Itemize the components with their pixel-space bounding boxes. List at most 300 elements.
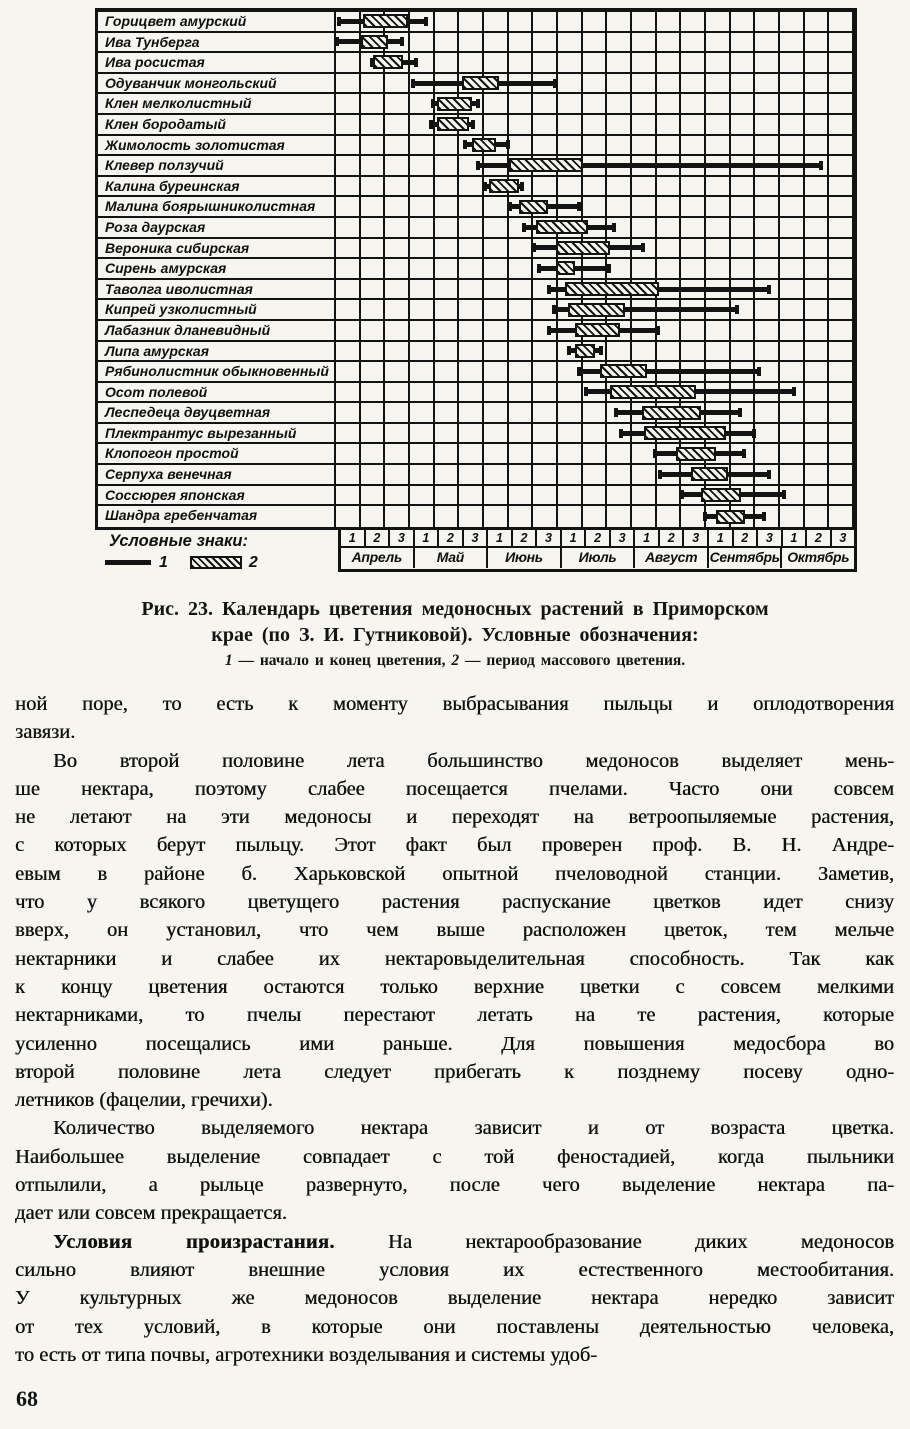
grid-cell — [755, 197, 780, 216]
grid-cell — [361, 156, 386, 175]
month-cell: Апрель — [341, 548, 415, 568]
grid-cell — [706, 259, 731, 278]
mass-flowering-bar — [676, 447, 715, 461]
chart-row — [98, 177, 854, 198]
grid-cell — [385, 280, 410, 299]
grid-cell — [558, 444, 583, 463]
grid-cell — [755, 424, 780, 443]
grid-cell — [336, 321, 361, 340]
grid-cell — [755, 300, 780, 319]
paragraph — [15, 1228, 894, 1369]
row-plot — [336, 465, 854, 484]
grid-cell — [805, 12, 830, 31]
row-plot — [336, 321, 854, 340]
decade-cell: 3 — [537, 530, 562, 546]
grid-cell — [533, 53, 558, 72]
grid-cell — [459, 177, 484, 196]
grid-cell — [361, 383, 386, 402]
grid-cell — [435, 342, 460, 361]
grid-cell — [780, 33, 805, 52]
grid-cell — [780, 74, 805, 93]
grid-cell — [780, 136, 805, 155]
grid-cell — [681, 94, 706, 113]
grid-cell — [583, 74, 608, 93]
grid-cell — [484, 424, 509, 443]
grid-cell — [632, 115, 657, 134]
grid-cell — [361, 403, 386, 422]
grid-cell — [509, 239, 534, 258]
grid-cell — [657, 12, 682, 31]
grid-cell — [459, 33, 484, 52]
grid-cell — [435, 403, 460, 422]
plant-name: Калина буреинская — [98, 177, 336, 196]
row-plot — [336, 486, 854, 505]
decade-cell: 1 — [783, 530, 808, 546]
body-text — [15, 690, 894, 1369]
grid-cell — [509, 115, 534, 134]
grid-cell — [780, 218, 805, 237]
grid-cell — [533, 383, 558, 402]
chart-row — [98, 506, 854, 527]
grid-cell — [805, 383, 830, 402]
grid-cell — [558, 74, 583, 93]
grid-cell — [385, 74, 410, 93]
grid-cell — [361, 136, 386, 155]
mass-flowering-bar — [610, 385, 696, 399]
grid-cell — [484, 321, 509, 340]
grid-cell — [385, 362, 410, 381]
grid-cell — [435, 177, 460, 196]
decade-cell: 2 — [439, 530, 464, 546]
grid-cell — [558, 506, 583, 527]
grid-cell — [829, 403, 854, 422]
grid-cell — [336, 280, 361, 299]
grid-cell — [385, 403, 410, 422]
grid-cell — [829, 239, 854, 258]
text-line: нектарники и слабее их нектаровыделительная способность. Так как — [15, 947, 894, 970]
paragraph — [15, 1114, 894, 1227]
caption-legend-text-2: — период массового цветения. — [459, 652, 686, 669]
grid-cell — [533, 33, 558, 52]
plant-name: Сирень амурская — [98, 259, 336, 278]
grid-cell — [829, 94, 854, 113]
grid-cell — [731, 342, 756, 361]
grid-cell — [484, 53, 509, 72]
grid-cell — [632, 53, 657, 72]
decade-cell: 2 — [807, 530, 832, 546]
grid-cell — [336, 156, 361, 175]
grid-cell — [657, 197, 682, 216]
grid-cell — [731, 94, 756, 113]
grid-cell — [435, 321, 460, 340]
bold-lead: Условия произрастания. — [53, 1230, 335, 1253]
mass-flowering-bar — [642, 406, 701, 420]
grid-cell — [385, 115, 410, 134]
grid-cell — [681, 136, 706, 155]
row-plot — [336, 197, 854, 216]
grid-cell — [755, 218, 780, 237]
chart-row — [98, 300, 854, 321]
grid-cell — [435, 197, 460, 216]
grid-cell — [583, 53, 608, 72]
grid-cell — [410, 362, 435, 381]
mass-flowering-bar — [575, 323, 619, 337]
grid-cell — [805, 218, 830, 237]
grid-cell — [583, 486, 608, 505]
flowering-line-symbol — [105, 560, 151, 565]
grid-cell — [385, 465, 410, 484]
grid-cell — [533, 486, 558, 505]
grid-cell — [361, 486, 386, 505]
grid-cell — [361, 424, 386, 443]
grid-cell — [632, 177, 657, 196]
grid-cell — [755, 259, 780, 278]
grid-cell — [459, 197, 484, 216]
grid-cell — [459, 321, 484, 340]
grid-cell — [780, 259, 805, 278]
grid-cell — [805, 33, 830, 52]
month-cell: Июль — [562, 548, 636, 568]
grid-cell — [829, 300, 854, 319]
grid-cell — [410, 177, 435, 196]
grid-cell — [706, 136, 731, 155]
grid-cell — [731, 218, 756, 237]
grid-cell — [385, 218, 410, 237]
decade-cell: 3 — [684, 530, 709, 546]
chart-row — [98, 115, 854, 136]
grid-cell — [435, 53, 460, 72]
grid-cell — [336, 94, 361, 113]
grid-cell — [385, 444, 410, 463]
grid-cell — [435, 12, 460, 31]
chart-row — [98, 342, 854, 363]
grid-cell — [509, 280, 534, 299]
grid-cell — [657, 53, 682, 72]
text-line: Во второй половине лета большинство медоносов выделяет мень- — [53, 749, 894, 772]
grid-cell — [607, 53, 632, 72]
grid-cell — [681, 197, 706, 216]
grid-cell — [361, 300, 386, 319]
grid-cell — [805, 239, 830, 258]
mass-flowering-bar — [691, 467, 728, 481]
decade-cell: 2 — [366, 530, 391, 546]
chart-row — [98, 465, 854, 486]
grid-cell — [805, 362, 830, 381]
grid-cell — [657, 177, 682, 196]
grid-cell — [632, 486, 657, 505]
decade-cell: 1 — [562, 530, 587, 546]
grid-cell — [558, 465, 583, 484]
chart-legend — [95, 530, 338, 572]
grid-cell — [607, 115, 632, 134]
grid-cell — [829, 12, 854, 31]
row-plot — [336, 136, 854, 155]
grid-cell — [731, 33, 756, 52]
grid-cell — [336, 300, 361, 319]
grid-cell — [558, 486, 583, 505]
decade-cell: 1 — [635, 530, 660, 546]
grid-cell — [780, 115, 805, 134]
grid-cell — [805, 136, 830, 155]
grid-cell — [484, 383, 509, 402]
grid-cell — [755, 444, 780, 463]
caption-line-2: крае (по З. И. Гутниковой). Условные обозначения: — [211, 624, 699, 646]
grid-cell — [435, 280, 460, 299]
grid-cell — [509, 12, 534, 31]
grid-cell — [657, 74, 682, 93]
mass-flowering-bar — [568, 303, 625, 317]
grid-cell — [336, 74, 361, 93]
month-cell: Август — [635, 548, 709, 568]
grid-cell — [435, 465, 460, 484]
row-plot — [336, 403, 854, 422]
grid-cell — [731, 136, 756, 155]
decade-cell: 2 — [586, 530, 611, 546]
plant-name: Одуванчик монгольский — [98, 74, 336, 93]
grid-cell — [336, 383, 361, 402]
grid-cell — [632, 506, 657, 527]
grid-cell — [509, 259, 534, 278]
grid-cell — [533, 424, 558, 443]
text-line: Количество выделяемого нектара зависит и от возраста цветка. — [53, 1117, 894, 1140]
grid-cell — [410, 424, 435, 443]
grid-cell — [805, 342, 830, 361]
grid-cell — [410, 280, 435, 299]
grid-cell — [780, 300, 805, 319]
plant-name: Леспедеца двуцветная — [98, 403, 336, 422]
mass-flowering-bar — [644, 426, 725, 440]
plant-name: Липа амурская — [98, 342, 336, 361]
chart-row — [98, 12, 854, 33]
mass-flowering-bar-symbol — [190, 556, 242, 569]
grid-cell — [755, 177, 780, 196]
grid-cell — [459, 280, 484, 299]
decade-cell: 2 — [660, 530, 685, 546]
grid-cell — [607, 33, 632, 52]
grid-cell — [755, 403, 780, 422]
grid-cell — [533, 362, 558, 381]
grid-cell — [336, 506, 361, 527]
grid-cell — [435, 424, 460, 443]
row-plot — [336, 506, 854, 527]
grid-cell — [583, 94, 608, 113]
grid-cell — [731, 177, 756, 196]
grid-cell — [509, 300, 534, 319]
mass-flowering-bar — [716, 510, 746, 524]
grid-cell — [484, 300, 509, 319]
grid-cell — [558, 383, 583, 402]
grid-cell — [706, 12, 731, 31]
row-plot — [336, 33, 854, 52]
grid-cell — [780, 465, 805, 484]
plant-name: Клен мелколистный — [98, 94, 336, 113]
grid-cell — [410, 300, 435, 319]
paragraph — [15, 747, 894, 1115]
grid-cell — [410, 506, 435, 527]
grid-cell — [657, 259, 682, 278]
text-line: то есть от типа почвы, агротехники возделывания и системы удоб- — [15, 1343, 598, 1366]
grid-cell — [361, 259, 386, 278]
grid-cell — [755, 239, 780, 258]
grid-cell — [805, 506, 830, 527]
text-line: Наибольшее выделение совпадает с той феностадией, когда пыльники — [15, 1145, 894, 1168]
grid-cell — [805, 465, 830, 484]
grid-cell — [385, 177, 410, 196]
grid-cell — [706, 115, 731, 134]
grid-cell — [706, 53, 731, 72]
grid-cell — [706, 321, 731, 340]
chart-row — [98, 94, 854, 115]
plant-name: Осот полевой — [98, 383, 336, 402]
grid-cell — [410, 383, 435, 402]
grid-cell — [780, 342, 805, 361]
grid-cell — [755, 12, 780, 31]
grid-cell — [509, 465, 534, 484]
row-plot — [336, 156, 854, 175]
grid-cell — [336, 53, 361, 72]
caption-line-1: Рис. 23. Календарь цветения медоносных растений в Приморском — [141, 598, 769, 620]
grid-cell — [410, 403, 435, 422]
row-plot — [336, 94, 854, 113]
grid-cell — [484, 465, 509, 484]
chart-row — [98, 424, 854, 445]
plant-name: Роза даурская — [98, 218, 336, 237]
plant-name: Кипрей узколистный — [98, 300, 336, 319]
grid-cell — [607, 465, 632, 484]
row-plot — [336, 383, 854, 402]
grid-cell — [336, 115, 361, 134]
grid-cell — [459, 53, 484, 72]
grid-cell — [459, 259, 484, 278]
grid-cell — [607, 94, 632, 113]
grid-cell — [829, 53, 854, 72]
chart-row — [98, 383, 854, 404]
grid-cell — [829, 506, 854, 527]
grid-cell — [336, 403, 361, 422]
chart-row — [98, 259, 854, 280]
grid-cell — [361, 280, 386, 299]
grid-cell — [583, 465, 608, 484]
grid-cell — [583, 424, 608, 443]
plant-name: Клен бородатый — [98, 115, 336, 134]
grid-cell — [731, 259, 756, 278]
text-line: с которых берут пыльцу. Этот факт был проверен проф. В. Н. Андре- — [15, 834, 894, 857]
grid-cell — [435, 33, 460, 52]
mass-flowering-bar — [600, 364, 647, 378]
grid-cell — [731, 53, 756, 72]
text-line: от тех условий, в которые они поставлены деятельностью человека, — [15, 1315, 894, 1338]
grid-cell — [558, 12, 583, 31]
grid-cell — [533, 506, 558, 527]
grid-cell — [632, 197, 657, 216]
plant-name: Малина боярышниколистная — [98, 197, 336, 216]
grid-cell — [435, 259, 460, 278]
grid-cell — [805, 94, 830, 113]
grid-cell — [632, 218, 657, 237]
row-plot — [336, 342, 854, 361]
decade-cell: 1 — [488, 530, 513, 546]
mass-flowering-bar — [437, 117, 469, 131]
mass-flowering-bar — [556, 241, 610, 255]
chart-axis — [95, 530, 857, 572]
grid-cell — [410, 197, 435, 216]
grid-cell — [607, 506, 632, 527]
grid-cell — [484, 259, 509, 278]
grid-cell — [361, 74, 386, 93]
grid-cell — [484, 239, 509, 258]
grid-cell — [607, 197, 632, 216]
grid-cell — [829, 465, 854, 484]
grid-cell — [829, 383, 854, 402]
row-plot — [336, 424, 854, 443]
grid-cell — [681, 115, 706, 134]
grid-cell — [780, 506, 805, 527]
grid-cell — [583, 197, 608, 216]
legend-item-1-label: 1 — [159, 553, 168, 571]
month-cell: Сентябрь — [709, 548, 783, 568]
grid-cell — [435, 362, 460, 381]
grid-cell — [829, 74, 854, 93]
caption-legend-text-1: — начало и конец цветения, — [232, 652, 452, 669]
grid-cell — [607, 486, 632, 505]
grid-cell — [484, 12, 509, 31]
row-plot — [336, 177, 854, 196]
grid-cell — [558, 115, 583, 134]
time-axis — [338, 530, 857, 572]
row-plot — [336, 12, 854, 31]
grid-cell — [385, 342, 410, 361]
grid-cell — [459, 239, 484, 258]
grid-cell — [632, 342, 657, 361]
grid-cell — [829, 486, 854, 505]
month-cell: Октябрь — [787, 548, 850, 565]
grid-cell — [583, 444, 608, 463]
grid-cell — [829, 342, 854, 361]
chart-row — [98, 239, 854, 260]
plant-name: Рябинолистник обыкновенный — [98, 362, 336, 381]
grid-cell — [459, 444, 484, 463]
grid-cell — [533, 444, 558, 463]
text-line: дает или совсем прекращается. — [15, 1202, 287, 1225]
grid-cell — [780, 444, 805, 463]
grid-cell — [435, 506, 460, 527]
grid-cell — [509, 33, 534, 52]
grid-cell — [484, 115, 509, 134]
grid-cell — [805, 115, 830, 134]
grid-cell — [410, 259, 435, 278]
grid-cell — [484, 403, 509, 422]
row-plot — [336, 259, 854, 278]
mass-flowering-bar — [509, 158, 583, 172]
text-line: второй половине лета следует прибегать к позднему посеву одно- — [15, 1060, 894, 1083]
chart-row — [98, 218, 854, 239]
grid-cell — [361, 342, 386, 361]
grid-cell — [385, 136, 410, 155]
grid-cell — [533, 115, 558, 134]
grid-cell — [509, 136, 534, 155]
grid-cell — [780, 321, 805, 340]
decade-cell: 1 — [341, 530, 366, 546]
grid-cell — [410, 33, 435, 52]
grid-cell — [583, 12, 608, 31]
text-line: отпылили, а рыльце развернуто, после чего выделение нектара па- — [15, 1174, 894, 1197]
grid-cell — [410, 486, 435, 505]
plant-name: Таволга иволистная — [98, 280, 336, 299]
grid-cell — [509, 383, 534, 402]
grid-cell — [632, 74, 657, 93]
grid-cell — [558, 177, 583, 196]
decade-cell: 3 — [839, 530, 847, 545]
